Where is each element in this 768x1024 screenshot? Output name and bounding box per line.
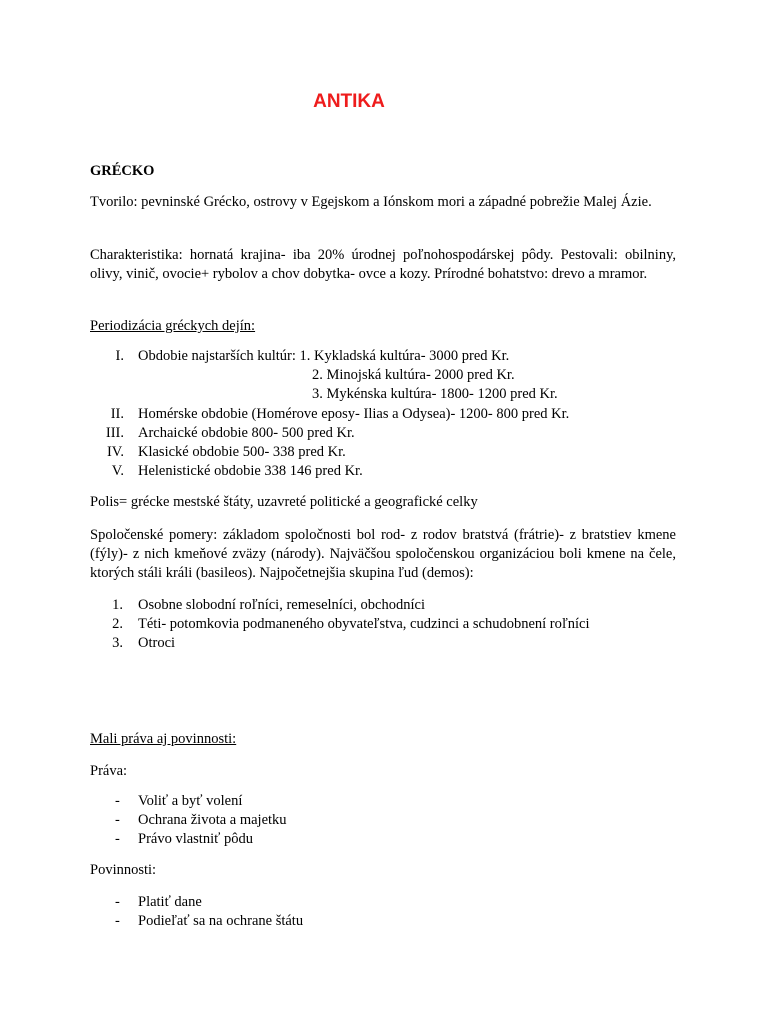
list-text: 2. Minojská kultúra- 2000 pred Kr. — [312, 367, 515, 383]
list-text: Obdobie najstarších kultúr: 1. Kykladská kultúra- 3000 pred Kr. — [138, 348, 510, 364]
list-text: Otroci — [138, 635, 176, 651]
list-text: Voliť a byť volení — [138, 793, 243, 809]
paragraph-polis: Polis= grécke mestské štáty, uzavreté politické a geografické celky — [90, 494, 478, 510]
rights-heading: Mali práva aj povinnosti: — [90, 731, 237, 747]
periodization-heading: Periodizácia gréckych dejín: — [90, 318, 256, 334]
list-number: 3. — [112, 635, 123, 651]
list-number: II. — [110, 406, 124, 422]
list-bullet: - — [115, 894, 120, 910]
list-text: Klasické obdobie 500- 338 pred Kr. — [138, 444, 346, 460]
list-bullet: - — [115, 812, 120, 828]
list-number: 1. — [112, 597, 123, 613]
list-text: 3. Mykénska kultúra- 1800- 1200 pred Kr. — [312, 386, 558, 402]
prava-label: Práva: — [90, 763, 128, 779]
list-text: Podieľať sa na ochrane štátu — [138, 913, 304, 929]
paragraph-spolocenske: Spoločenské pomery: základom spoločnosti bol rod- z rodov bratstvá (frátrie)- z bratstiev kmene (fýly)- z nich kmeňové zväzy (národy). Najväčšou spoločenskou organizáciou boli kmene na čele, ktorých stáli králi (basileos). Najpočetnejšia skupina ľud (demos): — [90, 527, 676, 581]
section-heading: GRÉCKO — [90, 163, 155, 179]
paragraph-tvorilo: Tvorilo: pevninské Grécko, ostrovy v Egejskom a Iónskom mori a západné pobrežie Malej Ázie. — [90, 194, 652, 210]
document-title: ANTIKA — [313, 91, 385, 112]
list-text: Homérske obdobie (Homérove eposy- Ilias a Odysea)- 1200- 800 pred Kr. — [138, 406, 570, 422]
list-number: IV. — [106, 444, 124, 460]
list-text: Platiť dane — [138, 894, 202, 910]
paragraph-charakteristika: Charakteristika: hornatá krajina- iba 20% úrodnej poľnohospodárskej pôdy. Pestovali: obilniny, olivy, vinič, ovocie+ rybolov a chov dobytka- ovce a kozy. Prírodné bohatstvo: drevo a mramor. — [90, 247, 676, 282]
list-text: Helenistické obdobie 338 146 pred Kr. — [138, 463, 363, 479]
list-text: Ochrana života a majetku — [138, 812, 287, 828]
list-bullet: - — [115, 793, 120, 809]
list-text: Téti- potomkovia podmaneného obyvateľstva, cudzinci a schudobnení roľníci — [138, 616, 590, 632]
list-text: Právo vlastniť pôdu — [138, 831, 253, 847]
list-number: V. — [111, 463, 124, 479]
list-number: III. — [105, 425, 124, 441]
list-number: 2. — [112, 616, 123, 632]
list-bullet: - — [115, 913, 120, 929]
list-number: I. — [115, 348, 124, 364]
list-text: Archaické obdobie 800- 500 pred Kr. — [138, 425, 355, 441]
povinnosti-label: Povinnosti: — [90, 862, 157, 878]
list-bullet: - — [115, 831, 120, 847]
list-text: Osobne slobodní roľníci, remeselníci, obchodníci — [138, 597, 425, 613]
